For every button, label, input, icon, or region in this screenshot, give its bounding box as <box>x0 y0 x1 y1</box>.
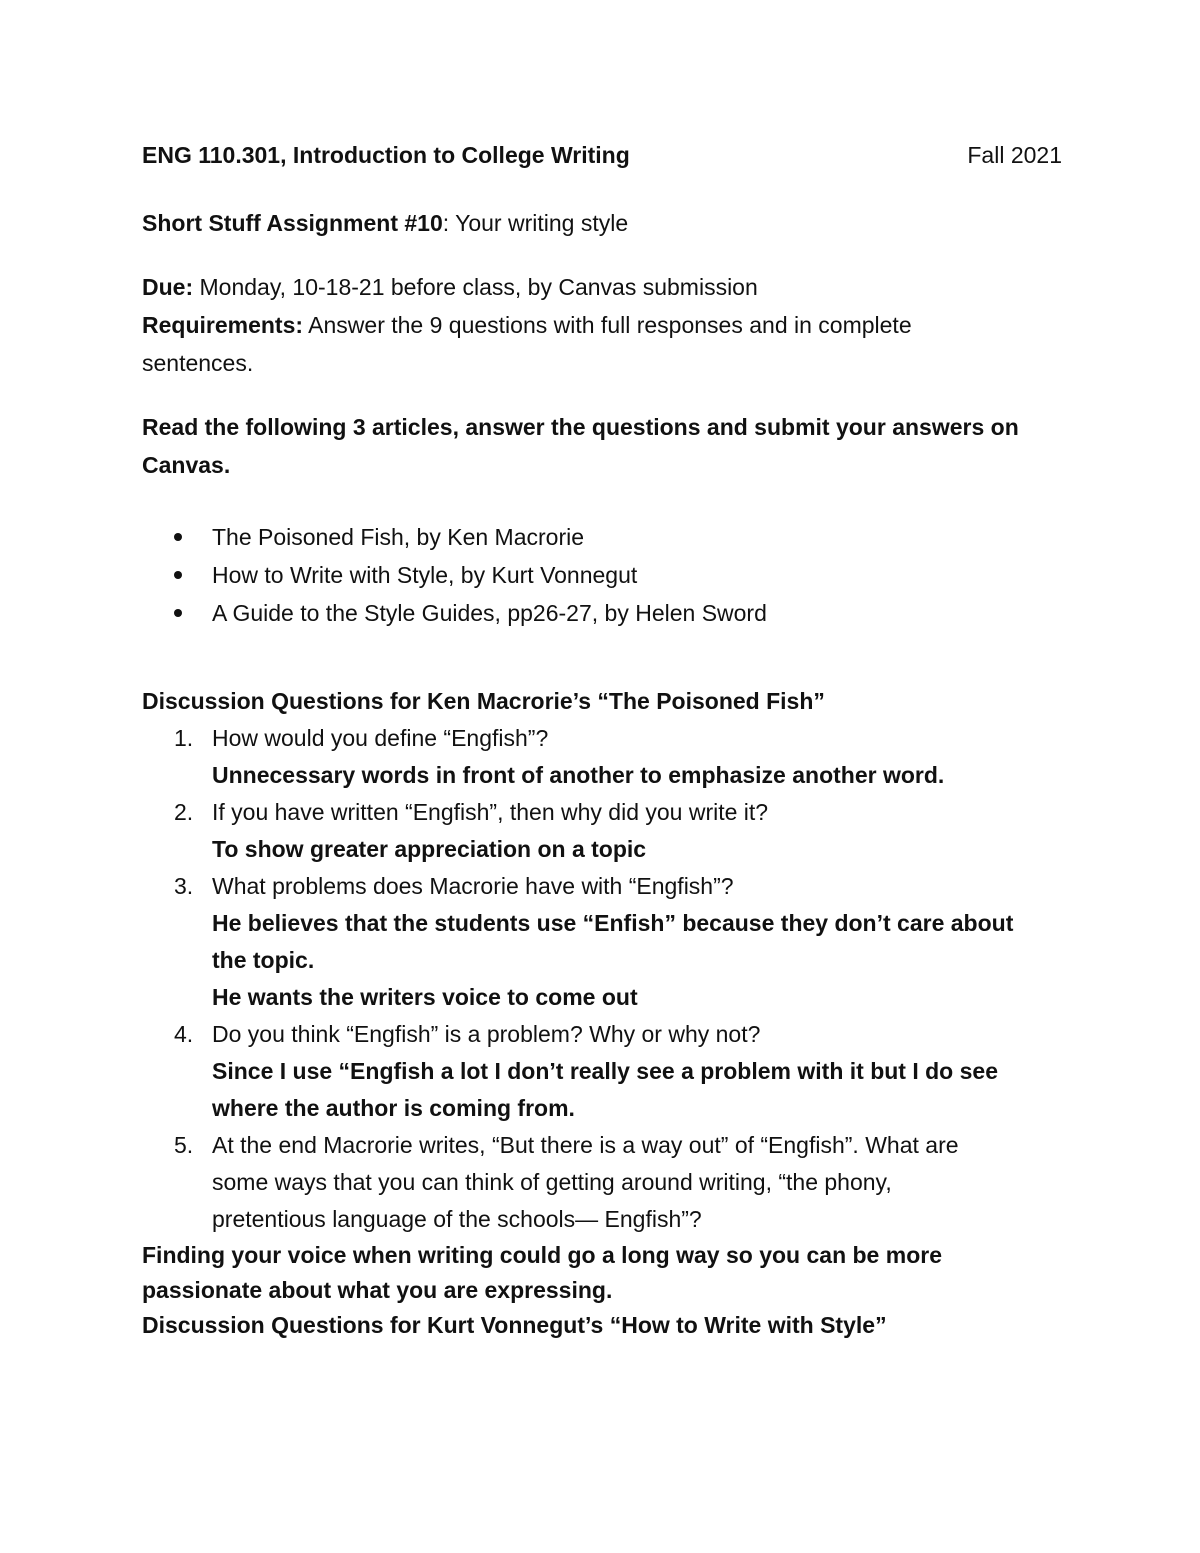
answer-text: He believes that the students use “Enfish” because they don’t care about <box>212 910 1014 936</box>
question-text: What problems does Macrorie have with “Engfish”? <box>212 873 734 899</box>
answer-text: the topic. <box>212 947 315 973</box>
assignment-label: Short Stuff Assignment #10 <box>142 210 443 236</box>
list-item <box>170 518 1062 556</box>
question-text: How would you define “Engfish”? <box>212 725 549 751</box>
question-text: some ways that you can think of getting around writing, “the phony, <box>212 1169 892 1195</box>
articles-list <box>142 518 1062 632</box>
due-label: Due: <box>142 274 194 300</box>
section2-heading: Discussion Questions for Kurt Vonnegut’s “How to Write with Style” <box>142 1312 887 1338</box>
answer-text: He wants the writers voice to come out <box>212 984 638 1010</box>
question-text: Do you think “Engfish” is a problem? Why or why not? <box>212 1021 761 1047</box>
list-item <box>170 556 1062 594</box>
requirements-text-2: sentences. <box>142 350 254 376</box>
question-item <box>142 868 1062 1016</box>
answer-text: To show greater appreciation on a topic <box>212 836 647 862</box>
section1-heading: Discussion Questions for Ken Macrorie’s “The Poisoned Fish” <box>142 688 825 714</box>
instructions-line-2: Canvas. <box>142 452 231 478</box>
question-number: 2. <box>174 799 194 825</box>
instructions-line-1: Read the following 3 articles, answer the questions and submit your answers on <box>142 414 1019 440</box>
requirements-label: Requirements: <box>142 312 304 338</box>
due-text: Monday, 10-18-21 before class, by Canvas submission <box>193 274 758 300</box>
question-number: 5. <box>174 1132 194 1158</box>
question-number: 1. <box>174 725 194 751</box>
bullet-icon <box>174 533 182 541</box>
requirements-text-1: Answer the 9 questions with full responses and in complete <box>303 312 912 338</box>
question-number: 4. <box>174 1021 194 1047</box>
assignment-title: : Your writing style <box>442 210 629 236</box>
assignment-line <box>142 204 1062 242</box>
question-text: pretentious language of the schools— Engfish”? <box>212 1206 702 1232</box>
question-text: At the end Macrorie writes, “But there is a way out” of “Engfish”. What are <box>212 1132 959 1158</box>
bullet-icon <box>174 571 182 579</box>
answer-text: where the author is coming from. <box>212 1095 575 1121</box>
article-title: How to Write with Style, by Kurt Vonnegut <box>212 562 638 588</box>
article-title: A Guide to the Style Guides, pp26-27, by Helen Sword <box>212 600 767 626</box>
final-answer-line-2: passionate about what you are expressing. <box>142 1277 613 1303</box>
course-title: ENG 110.301, Introduction to College Writing <box>142 142 630 168</box>
answer-text: Unnecessary words in front of another to emphasize another word. <box>212 762 945 788</box>
final-answer-line-1: Finding your voice when writing could go a long way so you can be more <box>142 1242 942 1268</box>
question-number: 3. <box>174 873 194 899</box>
answer-text: Since I use “Engfish a lot I don’t really see a problem with it but I do see <box>212 1058 998 1084</box>
document-page <box>142 142 1062 1343</box>
question-item <box>142 1127 1062 1238</box>
question-item <box>142 1016 1062 1127</box>
section1-questions <box>142 720 1062 1238</box>
due-line <box>142 268 1062 306</box>
article-title: The Poisoned Fish, by Ken Macrorie <box>212 524 585 550</box>
list-item <box>170 594 1062 632</box>
question-text: If you have written “Engfish”, then why did you write it? <box>212 799 769 825</box>
term-label: Fall 2021 <box>967 142 1062 168</box>
question-item <box>142 720 1062 794</box>
document-header <box>142 142 1062 178</box>
bullet-icon <box>174 609 182 617</box>
requirements-line <box>142 306 1062 344</box>
question-item <box>142 794 1062 868</box>
